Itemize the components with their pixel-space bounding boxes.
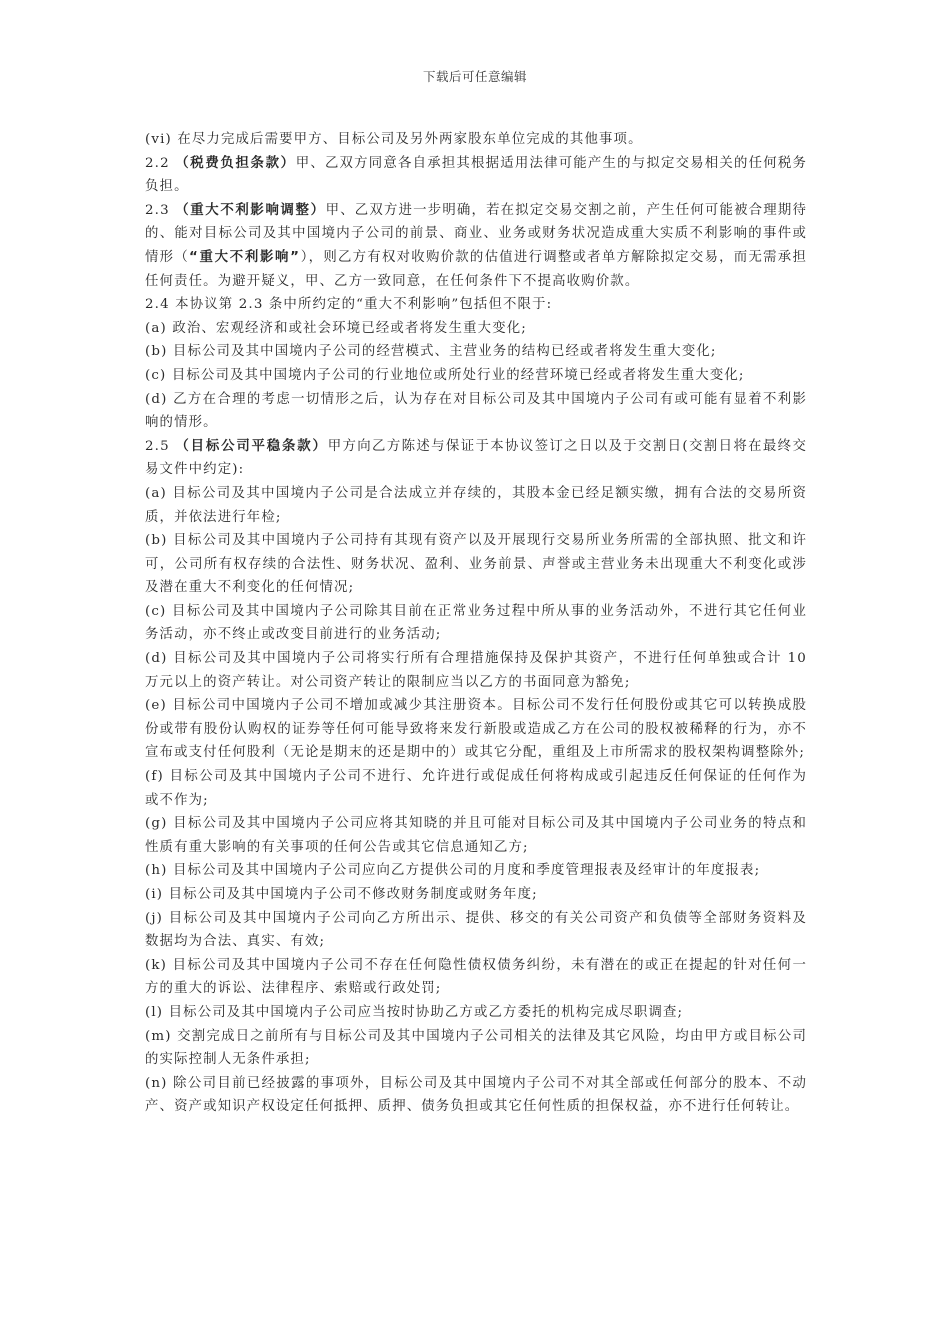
clause-number: (d) — [145, 391, 168, 407]
document-body — [145, 128, 807, 1119]
sub-clause-m — [145, 1025, 807, 1072]
sub-clause-j — [145, 907, 807, 954]
clause-text: 甲方向乙方陈述与保证于本协议签订之日以及于交割日(交割日将在最终交易文件中约定): — [145, 438, 808, 478]
clause-number: (h) — [145, 863, 168, 879]
sub-clause-i — [145, 883, 807, 907]
clause-number: (j) — [145, 910, 164, 926]
clause-text: 目标公司及其中国境内子公司向乙方所出示、提供、移交的有关公司资产和负债等全部财务资料及数据均为合法、真实、有效; — [145, 910, 807, 950]
clause-number: 2.5 — [145, 438, 170, 454]
clause-text: 在尽力完成后需要甲方、目标公司及另外两家股东单位完成的其他事项。 — [177, 132, 643, 147]
clause-text: 目标公司及其中国境内子公司应当按时协助乙方或乙方委托的机构完成尽职调查; — [168, 1004, 684, 1020]
clause-text: 目标公司及其中国境内子公司应向乙方提供公司的月度和季度管理报表及经审计的年度报表; — [172, 863, 761, 879]
clause-text: 目标公司及其中国境内子公司是合法成立并存续的，其股本金已经足额实缴，拥有合法的交易所资质，并依法进行年检; — [145, 485, 807, 525]
clause-text: 政治、宏观经济和或社会环境已经或者将发生重大变化; — [172, 320, 527, 336]
clause-text: 目标公司及其中国境内子公司不进行、允许进行或促成任何将构成或引起违反任何保证的任何作为或不作为; — [145, 769, 807, 808]
clause-number: (vi) — [145, 132, 172, 147]
sub-clause-h — [145, 859, 807, 883]
sub-clause-d — [145, 388, 807, 435]
sub-clause-d — [145, 647, 807, 694]
clause-title: （税费负担条款） — [175, 155, 296, 171]
clause-number: (b) — [145, 533, 168, 549]
sub-clause-a — [145, 482, 807, 529]
clause-number: (c) — [145, 367, 167, 383]
clause-text: 目标公司及其中国境内子公司持有其现有资产以及开展现行交易所业务所需的全部执照、批文和许可，公司所有权存续的合法性、财务状况、盈利、业务前景、声誉或主营业务未出现重大不利变化或涉及潜在重大不利变化的任何情况; — [145, 533, 807, 596]
clause-vi — [145, 128, 807, 152]
clause-text-cont: ），则乙方有权对收购价款的估值进行调整或者单方解除拟定交易，而无需承担任何责任。为避开疑义，甲、乙方一致同意，在任何条件下不提高收购价款。 — [145, 249, 807, 289]
sub-clause-g — [145, 812, 807, 859]
clause-text: 目标公司及其中国境内子公司应将其知晓的并且可能对目标公司及其中国境内子公司业务的特点和性质有重大影响的有关事项的任何公告或其它信息通知乙方; — [145, 816, 807, 855]
clause-text: 交割完成日之前所有与目标公司及其中国境内子公司相关的法律及其它风险，均由甲方或目标公司的实际控制人无条件承担; — [145, 1028, 807, 1068]
clause-text: 目标公司及其中国境内子公司不存在任何隐性债权债务纠纷，未有潜在的或正在提起的针对任何一方的重大的诉讼、法律程序、索赔或行政处罚; — [145, 957, 807, 997]
sub-clause-b — [145, 529, 807, 600]
page-header: 下载后可任意编辑 — [422, 69, 527, 84]
clause-text: 除公司目前已经披露的事项外，目标公司及其中国境内子公司不对其全部或任何部分的股本、不动产、资产或知识产权设定任何抵押、质押、债务负担或其它任何性质的担保权益，亦不进行任何转让。 — [145, 1075, 807, 1115]
sub-clause-a — [145, 317, 807, 341]
clause-number: 2.4 — [145, 297, 170, 313]
clause-number: (a) — [145, 485, 167, 501]
clause-number: (g) — [145, 816, 168, 832]
clause-text: 目标公司及其中国境内子公司将实行所有合理措施保持及保护其资产，不进行任何单独或合计 10 万元以上的资产转让。对公司资产转让的限制应当以乙方的书面同意为豁免; — [145, 651, 807, 690]
defined-term: “重大不利影响” — [188, 249, 301, 265]
sub-clause-e — [145, 694, 807, 765]
clause-text: 目标公司中国境内子公司不增加或减少其注册资本。目标公司不发行任何股份或其它可以转换成股份或带有股份认购权的证券等任何可能导致将来发行新股或造成乙方在公司的股权被稀释的行为，亦不宣布或支付任何股利（无论是期末的还是期中的）或其它分配，重组及上市所需求的股权架构调整除外; — [145, 698, 807, 761]
clause-number: (n) — [145, 1075, 168, 1091]
sub-clause-l — [145, 1001, 807, 1025]
clause-text: 甲、乙双方进一步明确，若在拟定交易交割之前，产生任何可能被合理期待的、能对目标公司及其中国境内子公司的前景、商业、业务或财务状况造成重大实质不利影响的事件或情形（ — [145, 202, 807, 265]
clause-2-4 — [145, 293, 807, 317]
clause-number: (a) — [145, 320, 167, 336]
clause-text: 目标公司及其中国境内子公司除其目前在正常业务过程中所从事的业务活动外，不进行其它任何业务活动，亦不终止或改变目前进行的业务活动; — [145, 603, 807, 643]
clause-number: 2.3 — [145, 202, 170, 218]
clause-number: (d) — [145, 651, 168, 667]
clause-number: (k) — [145, 957, 168, 973]
clause-2-2 — [145, 152, 807, 199]
clause-text: 目标公司及其中国境内子公司不修改财务制度或财务年度; — [168, 887, 538, 902]
clause-number: (c) — [145, 603, 167, 619]
clause-number: (f) — [145, 769, 164, 785]
clause-title: （目标公司平稳条款） — [175, 438, 328, 454]
sub-clause-b — [145, 340, 807, 364]
sub-clause-c — [145, 364, 807, 388]
sub-clause-k — [145, 954, 807, 1001]
clause-text: 甲、乙双方同意各自承担其根据适用法律可能产生的与拟定交易相关的任何税务负担。 — [145, 155, 807, 195]
clause-2-5 — [145, 435, 807, 482]
clause-number: (e) — [145, 698, 167, 714]
clause-number: (i) — [145, 887, 164, 902]
clause-text: 目标公司及其中国境内子公司的经营模式、主营业务的结构已经或者将发生重大变化; — [172, 344, 717, 360]
clause-number: 2.2 — [145, 155, 170, 171]
sub-clause-f — [145, 765, 807, 812]
clause-number: (l) — [145, 1004, 164, 1020]
clause-number: (b) — [145, 344, 168, 360]
clause-text: 目标公司及其中国境内子公司的行业地位或所处行业的经营环境已经或者将发生重大变化; — [171, 367, 745, 383]
sub-clause-c — [145, 600, 807, 647]
clause-text: 本协议第 2.3 条中所约定的“重大不利影响”包括但不限于: — [175, 297, 553, 313]
clause-number: (m) — [145, 1028, 172, 1044]
clause-title: （重大不利影响调整） — [175, 202, 326, 218]
clause-text: 乙方在合理的考虑一切情形之后，认为存在对目标公司及其中国境内子公司有或可能有显着不利影响的情形。 — [145, 391, 807, 431]
sub-clause-n — [145, 1072, 807, 1119]
clause-2-3 — [145, 199, 807, 293]
